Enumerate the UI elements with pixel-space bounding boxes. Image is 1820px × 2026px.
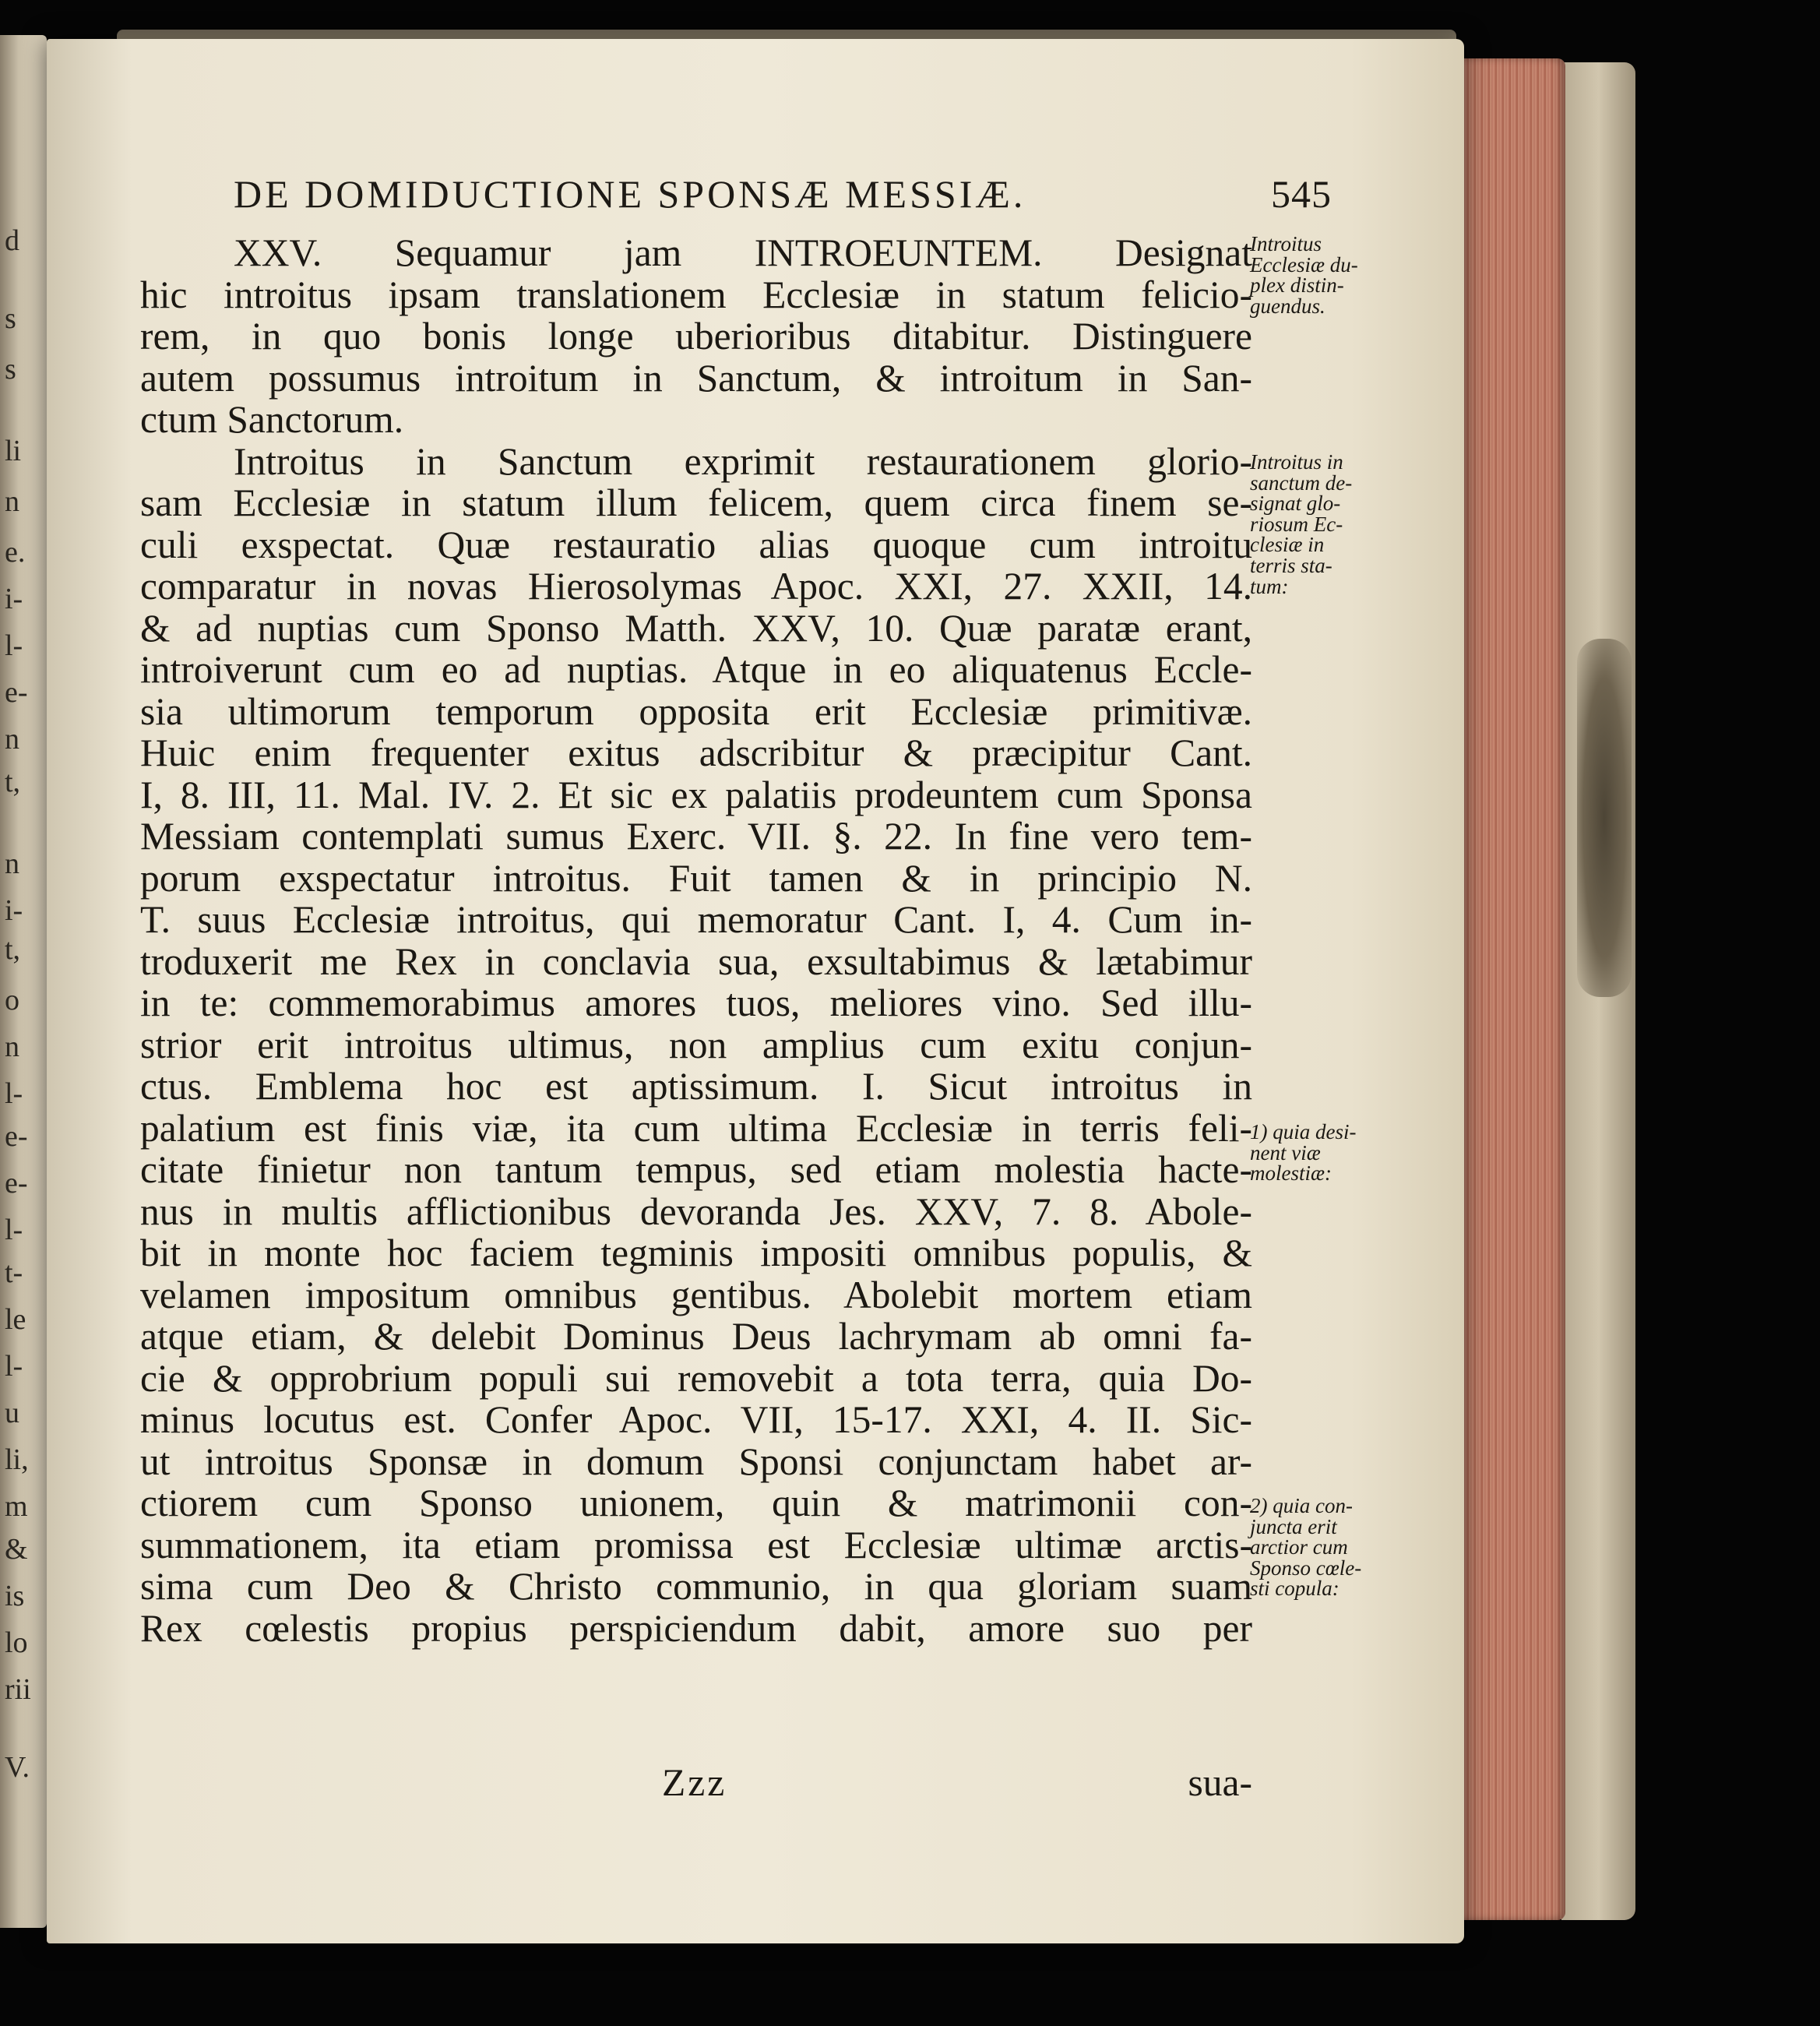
cover-stain xyxy=(1577,639,1632,997)
left-page-fragment: s xyxy=(5,353,16,386)
text-line: palatium est finis viæ, ita cum ultima Ecclesiæ in terris feli- xyxy=(140,1106,1252,1150)
left-page-fragment: t, xyxy=(5,766,21,798)
text-line: Messiam contemplati sumus Exerc. VII. §. 22. In fine vero tem- xyxy=(140,815,1252,858)
margin-note-line: clesiæ in xyxy=(1250,533,1325,557)
text-line: in te: commemorabimus amores tuos, meliores vino. Sed illu- xyxy=(140,981,1252,1024)
text-line: velamen impositum omnibus gentibus. Abolebit mortem etiam xyxy=(140,1273,1252,1316)
left-page-fragment: is xyxy=(5,1580,25,1612)
left-page-fragment: u xyxy=(5,1397,19,1429)
margin-note xyxy=(1250,452,1352,597)
margin-note-line: nent viæ xyxy=(1250,1140,1321,1165)
left-page-fragment: V. xyxy=(5,1751,30,1784)
text-line: sia ultimorum temporum opposita erit Ecclesiæ primitivæ. xyxy=(140,689,1252,733)
left-page-fragment: l- xyxy=(5,1077,23,1110)
margin-note xyxy=(1250,234,1358,316)
margin-note-line: Introitus in xyxy=(1250,450,1343,474)
left-page-fragment: t, xyxy=(5,933,21,966)
left-page-fragment: e. xyxy=(5,536,26,569)
left-page-fragment: e- xyxy=(5,676,28,709)
text-line: Introitus in Sanctum exprimit restaurationem glorio- xyxy=(234,439,1252,483)
text-line: sima cum Deo & Christo communio, in qua gloriam suam xyxy=(140,1565,1252,1608)
text-line: introiverunt cum eo ad nuptias. Atque in eo aliquatenus Eccle- xyxy=(140,648,1252,691)
margin-note-line: sanctum de- xyxy=(1250,470,1353,495)
left-page-fragment: & xyxy=(5,1533,28,1566)
left-page-fragment: n xyxy=(5,1031,19,1063)
left-page-fragment: li, xyxy=(5,1443,29,1476)
text-line: Huic enim frequenter exitus adscribitur & præcipitur Cant. xyxy=(140,731,1252,774)
left-page-fragment: le xyxy=(5,1303,26,1336)
text-line: hic introitus ipsam translationem Ecclesiæ in statum felicio- xyxy=(140,273,1252,316)
margin-note-line: terris sta- xyxy=(1250,553,1332,577)
left-page-fragment: lo xyxy=(5,1626,28,1659)
left-page-fragment: i- xyxy=(5,583,23,615)
margin-note-line: riosum Ec- xyxy=(1250,512,1343,536)
text-line: I, 8. III, 11. Mal. IV. 2. Et sic ex palatiis prodeuntem cum Sponsa xyxy=(140,773,1252,816)
book-page xyxy=(47,39,1464,1943)
page-number: 545 xyxy=(1271,172,1332,216)
margin-note-line: plex distin- xyxy=(1250,273,1344,298)
text-line: XXV. Sequamur jam INTROEUNTEM. Designat xyxy=(234,231,1252,274)
text-line: ctiorem cum Sponso unionem, quin & matrimonii con- xyxy=(140,1482,1252,1524)
left-page-fragment: l- xyxy=(5,1214,23,1246)
text-line: atque etiam, & delebit Dominus Deus lachrymam ab omni fa- xyxy=(140,1315,1252,1358)
text-line: ctum Sanctorum. xyxy=(140,398,404,441)
catchword: sua- xyxy=(1188,1761,1252,1804)
margin-note-line: Sponso cœle- xyxy=(1250,1556,1362,1580)
left-page-fragment: s xyxy=(5,302,16,335)
text-line: culi exspectat. Quæ restauratio alias quoque cum introitu xyxy=(140,523,1252,566)
left-page-fragment: i- xyxy=(5,894,23,927)
text-line: rem, in quo bonis longe uberioribus ditabitur. Distinguere xyxy=(140,315,1252,358)
margin-note-line: guendus. xyxy=(1250,294,1325,318)
margin-note-line: 2) quia con- xyxy=(1250,1494,1353,1517)
margin-note-line: juncta erit xyxy=(1250,1514,1337,1538)
text-line: sam Ecclesiæ in statum illum felicem, quem circa finem se- xyxy=(140,481,1252,524)
text-line: comparatur in novas Hierosolymas Apoc. XXI, 27. XXII, 14. xyxy=(140,565,1252,608)
body-text xyxy=(140,232,1252,1649)
margin-note-line: Ecclesiæ du- xyxy=(1250,252,1358,277)
page-footer xyxy=(140,1760,1252,1803)
left-page-fragment: n xyxy=(5,723,19,756)
left-page-fragment: d xyxy=(5,224,19,257)
signature-mark: Zzz xyxy=(662,1761,727,1804)
text-line: nus in multis afflictionibus devoranda Jes. XXV, 7. 8. Abole- xyxy=(140,1189,1252,1233)
left-page-fragment: l- xyxy=(5,629,23,662)
red-page-edges xyxy=(1456,58,1565,1920)
left-page-fragment: o xyxy=(5,984,19,1017)
left-page-fragment: n xyxy=(5,485,19,518)
margin-note-line: Introitus xyxy=(1250,232,1322,255)
margin-note xyxy=(1250,1496,1361,1599)
text-line: autem possumus introitum in Sanctum, & introitum in San- xyxy=(140,356,1252,400)
text-line: cie & opprobrium populi sui removebit a tota terra, quia Do- xyxy=(140,1356,1252,1400)
text-line: & ad nuptias cum Sponso Matth. XXV, 10. Quæ paratæ erant, xyxy=(140,606,1252,650)
margin-note-line: molestiæ: xyxy=(1250,1161,1332,1186)
left-page-fragment: e- xyxy=(5,1167,28,1200)
left-page-fragment: m xyxy=(5,1490,28,1523)
margin-note-line: 1) quia desi- xyxy=(1250,1120,1357,1143)
left-page-fragment: e- xyxy=(5,1120,28,1153)
text-line: ctus. Emblema hoc est aptissimum. I. Sicut introitus in xyxy=(140,1065,1252,1108)
margin-note xyxy=(1250,1122,1356,1184)
margin-note-line: arctior cum xyxy=(1250,1535,1348,1559)
text-line: summationem, ita etiam promissa est Ecclesiæ ultimæ arctis- xyxy=(140,1523,1252,1566)
margin-note-line: tum: xyxy=(1250,574,1289,598)
text-line: ut introitus Sponsæ in domum Sponsi conjunctam habet ar- xyxy=(140,1439,1252,1483)
left-page-fragment: l- xyxy=(5,1350,23,1383)
text-line: strior erit introitus ultimus, non amplius cum exitu conjun- xyxy=(140,1023,1252,1066)
left-page-fragment: n xyxy=(5,847,19,880)
text-line: citate finietur non tantum tempus, sed etiam molestia hacte- xyxy=(140,1148,1252,1191)
margin-note-line: signat glo- xyxy=(1250,492,1341,516)
text-line: porum exspectatur introitus. Fuit tamen & in principio N. xyxy=(140,856,1252,900)
running-title: DE DOMIDUCTIONE SPONSÆ MESSIÆ. xyxy=(234,172,1026,216)
text-line: minus locutus est. Confer Apoc. VII, 15-17. XXI, 4. II. Sic- xyxy=(140,1398,1252,1441)
running-header xyxy=(234,171,1332,226)
text-line: Rex cœlestis propius perspiciendum dabit, amore suo per xyxy=(140,1606,1252,1650)
left-page-fragment: rii xyxy=(5,1673,31,1706)
text-line: bit in monte hoc faciem tegminis impositi omnibus populis, & xyxy=(140,1231,1252,1274)
left-page-fragment: t- xyxy=(5,1256,23,1289)
text-line: troduxerit me Rex in conclavia sua, exsultabimus & lætabimur xyxy=(140,939,1252,983)
margin-note-line: sti copula: xyxy=(1250,1577,1339,1601)
text-line: T. suus Ecclesiæ introitus, qui memoratur Cant. I, 4. Cum in- xyxy=(140,898,1252,941)
left-page-fragment: li xyxy=(5,435,22,467)
